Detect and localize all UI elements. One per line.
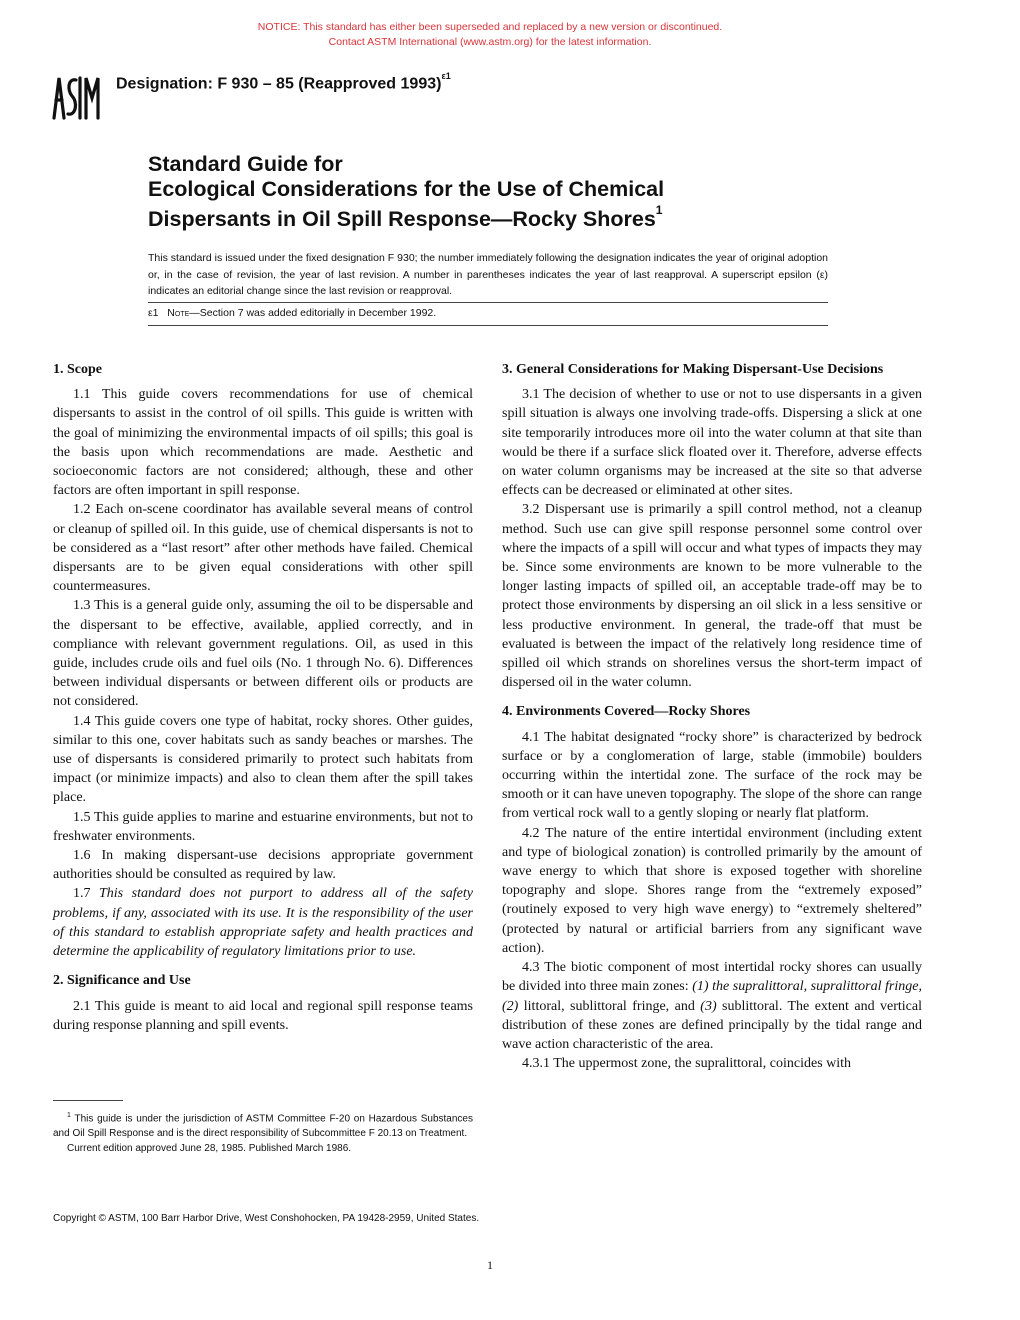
page-number: 1 [487,1258,493,1272]
para-4-3-1: 4.3.1 The uppermost zone, the supralittoral, coincides with [522,1056,852,1072]
para-3-2: 3.2 Dispersant use is primarily a spill control method, not a cleanup method. Such use can give spill response personnel some control over where the impacts of a spill will occur and what types of impacts they may be. Since some environments are known to be more vulnerable to the longer lasting impacts of spilled oil, an acceptable trade-off may be to protect those environments by dispersing an oil slick in a less sensitive or less productive environment. In general, the trade-off that must be evaluated is between the impact of the relatively long residence time of spilled oil which strands on shorelines versus the short-term impact of dispersed oil in the water column. [502,502,922,691]
section-1-heading: 1. Scope [53,362,102,377]
para-1-2: 1.2 Each on-scene coordinator has available several means of control or cleanup of spilled oil. In this guide, use of chemical dispersants is not to be considered as a “last resort” after other methods have failed. Chemical dispersants are to be given equal considerations with other spill countermeasures. [53,502,473,595]
para-1-6: 1.6 In making dispersant-use decisions appropriate government authorities should be consulted as required by law. [53,848,473,883]
title-line-2: Ecological Considerations for the Use of Chemical [148,177,665,201]
left-column [53,360,473,1035]
issued-statement: This standard is issued under the fixed designation F 930; the number immediately following the designation indicates the year of original adoption or, in the case of revision, the year of last revision. A number in parentheses indicates the year of last reapproval. A superscript epsilon (ε) indicates an editorial change since the last revision or reapproval. [148,252,828,297]
para-4-2: 4.2 The nature of the entire intertidal environment (including extent and type of biological zonation) is controlled primarily by the amount of wave energy to which that shore is exposed together with shoreline topography and slope. Shores range from the “extremely exposed” (routinely exposed to very high wave energy) to “extremely sheltered” (protected by natural or artificial barriers from any significant wave action). [502,825,922,956]
designation-epsilon: ε1 [441,71,451,81]
para-4-3: 4.3 The biotic component of most intertidal rocky shores can usually be divided into three main zones: (1) the supralittoral, supralittoral fringe, (2) littoral, sublittoral fringe, and (3) sublittoral. The extent and vertical distribution of these zones are defined principally by the tidal range and wave action characteristic of the area. [502,960,922,1052]
designation [116,71,451,93]
footnote-edition: Current edition approved June 28, 1985. Published March 1986. [67,1143,352,1155]
title-footnote-mark: 1 [655,203,663,217]
para-2-1: 2.1 This guide is meant to aid local and regional spill response teams during response planning and spill events. [53,998,473,1033]
footnote-1: $^1$ This guide is under the jurisdiction of ASTM Committee F-20 on Hazardous Substances and Oil Spill Response and is the direct responsibility of Subcommittee F 20.13 on Treatment. [53,1112,473,1140]
para-1-7: 1.7 This standard does not purport to address all of the safety problems, if any, associated with its use. It is the responsibility of the user of this standard to establish appropriate safety and health practices and determine the applicability of regulatory limitations prior to use. [53,886,473,960]
astm-logo [50,72,104,122]
para-1-1: 1.1 This guide covers recommendations for use of chemical dispersants to assist in the control of oil spills. This guide is written with the goal of minimizing the environmental impacts of oil spills; this goal is the basis upon which recommendations are made. Aesthetic and socioeconomic factors are not considered; although, these and other factors are often important in spill response. [53,387,473,499]
notice-line-2: Contact ASTM International (www.astm.org) for the latest information. [328,36,652,48]
editorial-note-text: —Section 7 was added editorially in December 1992. [189,307,437,319]
title-line-1: Standard Guide for [148,152,343,176]
section-4-heading: 4. Environments Covered—Rocky Shores [502,704,751,720]
para-1-3: 1.3 This is a general guide only, assuming the oil to be dispersable and the dispersant to be effective, available, applied correctly, and in compliance with relevant government regulations. Oil, as used in this guide, includes crude oils and fuel oils (No. 1 through No. 6). Differences between individual dispersants or between different oils or products are not considered. [53,598,473,710]
supersession-notice [0,20,980,50]
divider-bottom [148,325,828,326]
para-1-5: 1.5 This guide applies to marine and estuarine environments, but not to freshwater environments. [53,809,473,844]
designation-text: Designation: F 930 – 85 (Reapproved 1993) [116,75,442,93]
para-4-1: 4.1 The habitat designated “rocky shore” is characterized by bedrock surface or by a conglomeration of large, stable (immobile) boulders occurring within the intertidal zone. The surface of the rock may be smooth or it can have uneven topography. The slope of the shore can range from vertical rock wall to a gently sloping or nearly flat platform. [502,729,922,822]
editorial-note-label: Note [167,307,190,319]
divider-top [148,302,828,303]
section-2-heading: 2. Significance and Use [53,973,191,989]
editorial-note [148,307,828,319]
para-3-1: 3.1 The decision of whether to use or not to use dispersants in a given spill situation is always one involving trade-offs. Dispersing a slick at one site temporarily introduces more oil into the water column at that site than would be there if a surface slick floated over it. Therefore, adverse effects on water column organisms may be increased at the site so that adverse effects can be decreased or eliminated at other sites. [502,387,922,499]
para-1-4: 1.4 This guide covers one type of habitat, rocky shores. Other guides, similar to this one, cover habitats such as sandy beaches or marshes. The use of dispersants is considered primarily to protect such habitats from impact (or minimize impacts) and also to clean them after the spill takes place. [53,713,473,806]
editorial-note-mark: ε1 [148,307,159,319]
notice-line-1: NOTICE: This standard has either been superseded and replaced by a new version or discontinued. [257,21,723,33]
copyright: Copyright © ASTM, 100 Barr Harbor Drive, West Conshohocken, PA 19428-2959, United States. [53,1213,480,1224]
footnotes [53,1108,473,1156]
footnote-divider [53,1100,123,1101]
title-line-3: Dispersants in Oil Spill Response—Rocky Shores$^1$ [148,203,663,232]
right-column [502,360,922,1073]
document-title [148,152,848,232]
section-3-heading: 3. General Considerations for Making Dispersant-Use Decisions [502,362,884,377]
